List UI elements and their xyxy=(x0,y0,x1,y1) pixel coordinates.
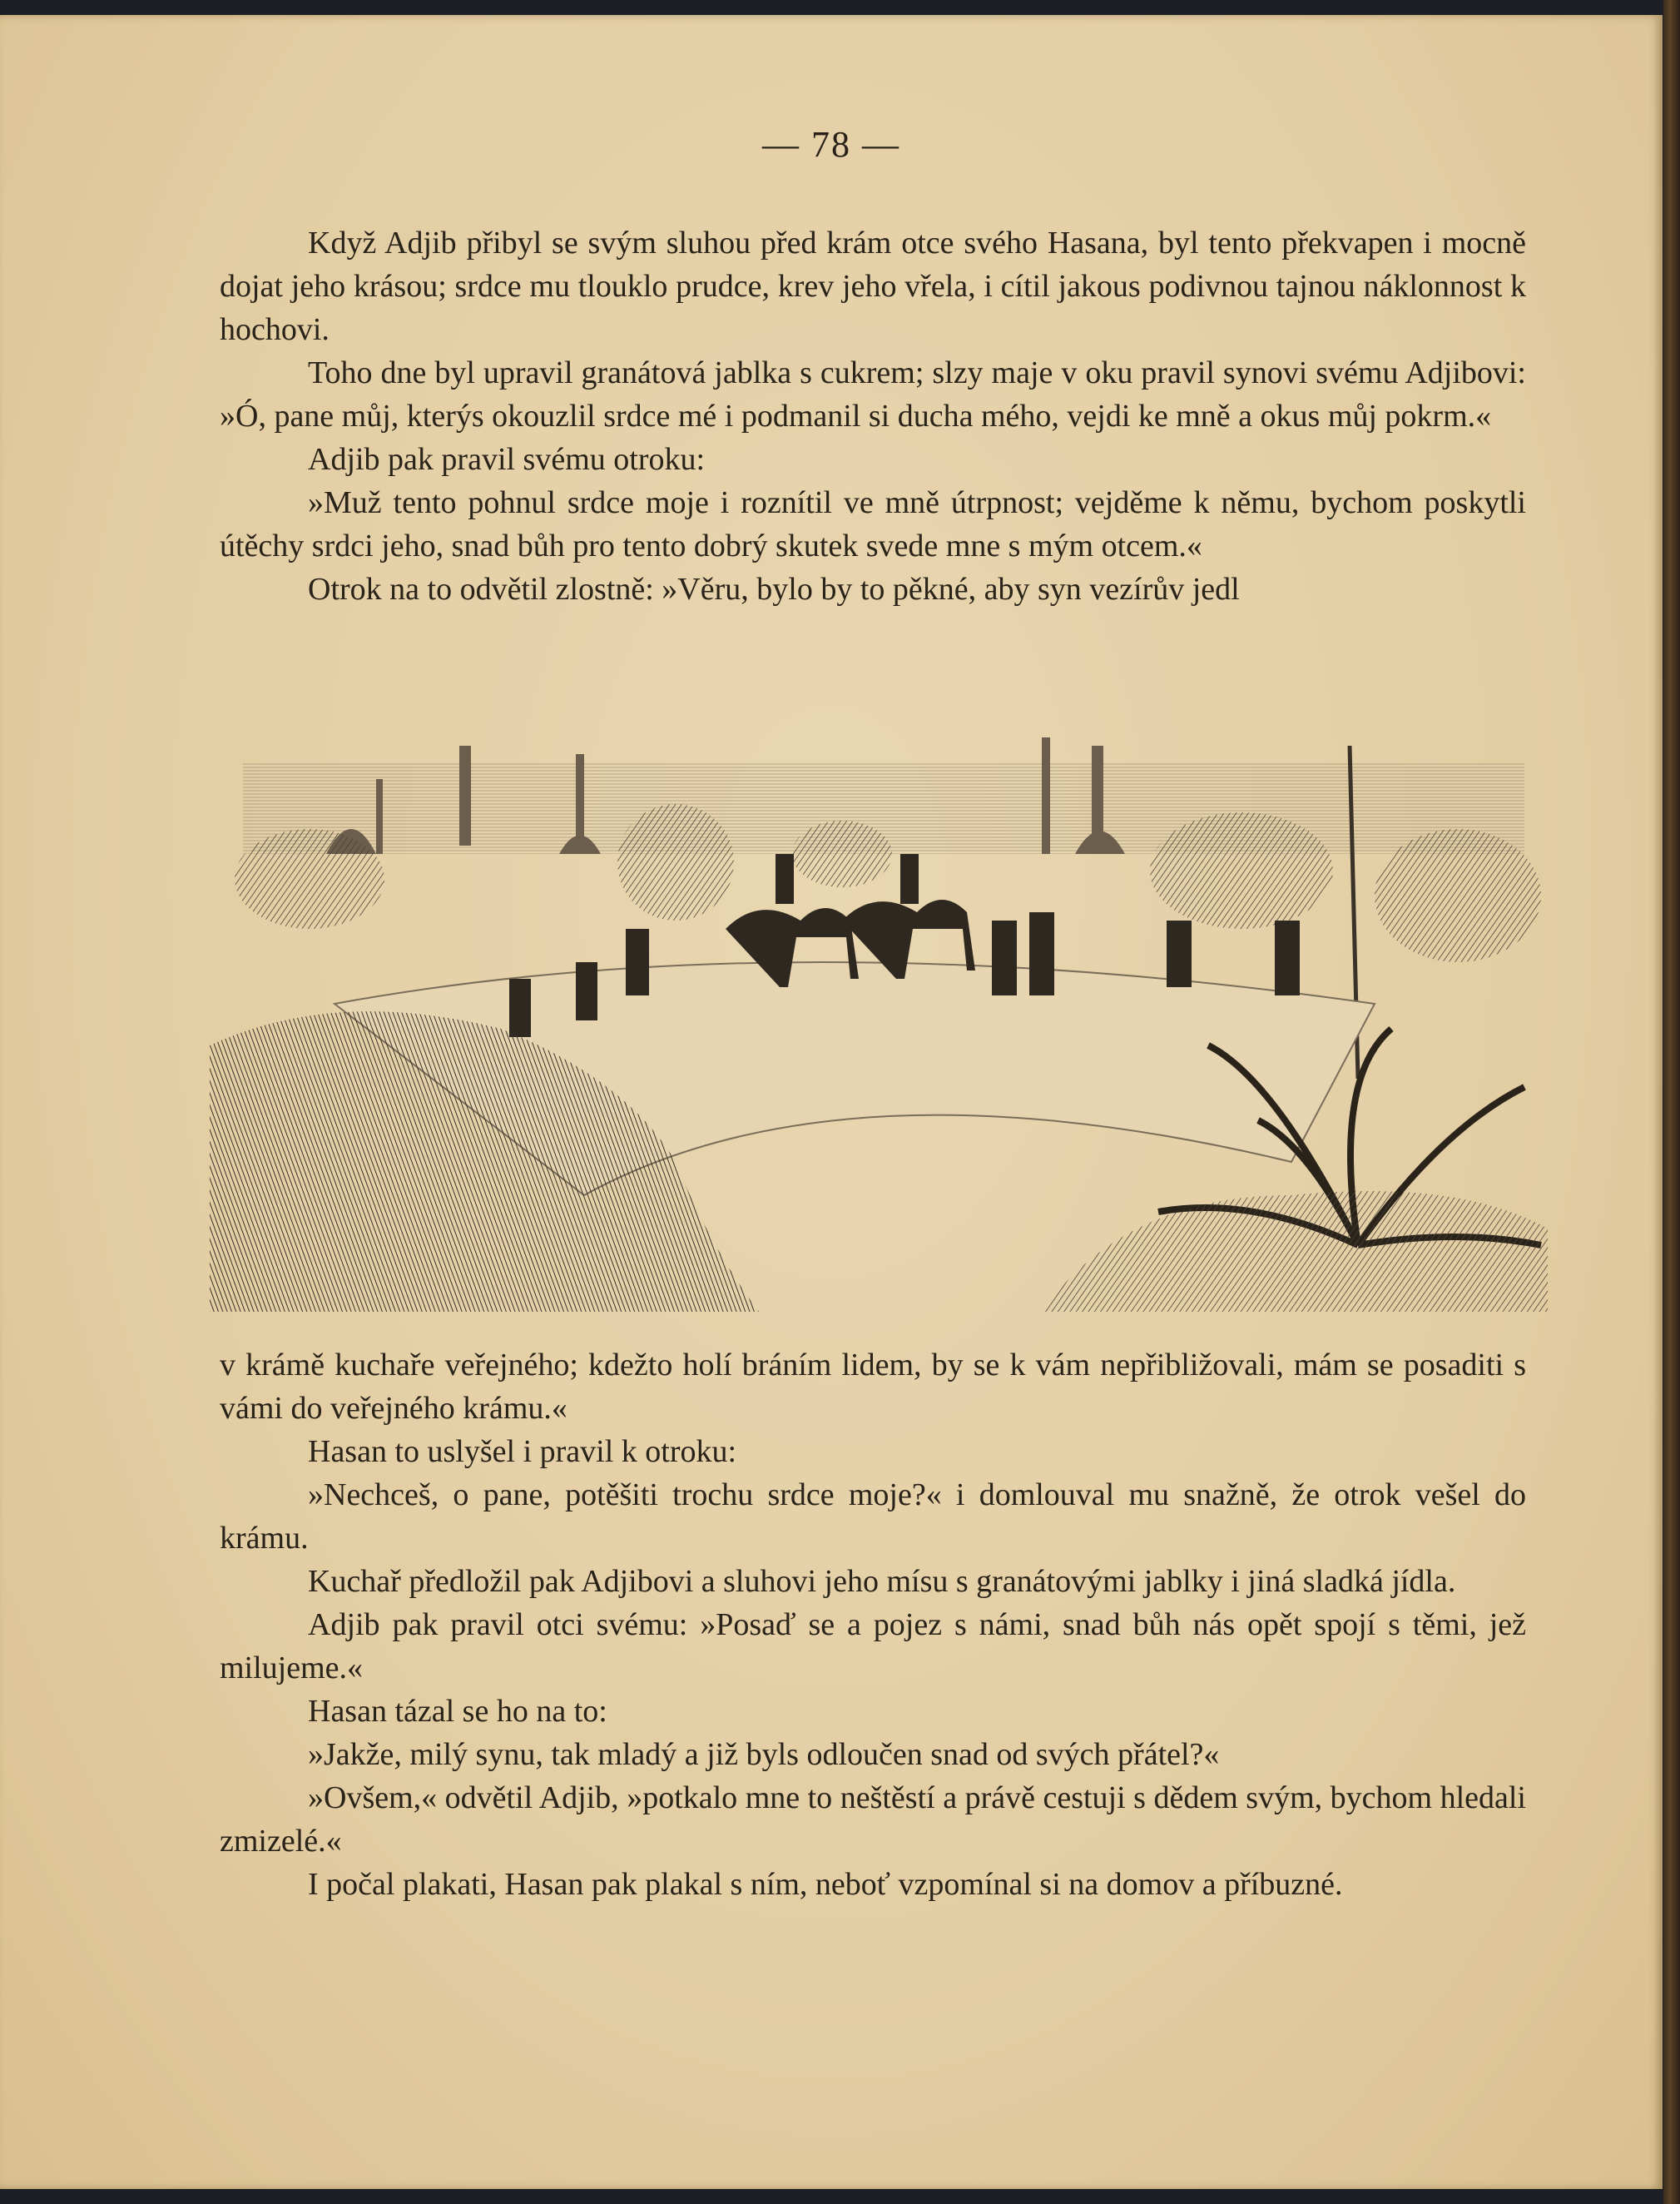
text-block-top xyxy=(220,221,1526,611)
book-page xyxy=(0,15,1663,2189)
paragraph: Otrok na to odvětil zlostně: »Věru, bylo by to pěkné, aby syn vezírův jedl xyxy=(308,572,1240,607)
page-number: — 78 — xyxy=(762,124,900,165)
paragraph: »Ovšem,« odvětil Adjib, »potkalo mne to neštěstí a právě cestuji s dědem svým, bychom hledali zmizelé.« xyxy=(220,1780,1526,1859)
paragraph: Hasan to uslyšel i pravil k otroku: xyxy=(308,1434,737,1469)
paragraph: v krámě kuchaře veřejného; kdežto holí bráním lidem, by se k vám nepřibližovali, mám se posaditi s vámi do veřejného krámu.« xyxy=(220,1348,1526,1426)
paragraph: Toho dne byl upravil granátová jablka s cukrem; slzy maje v oku pravil synovi svému Adjibovi: »Ó, pane můj, kterýs okouzlil srdce mé i podmanil si ducha mého, vejdi ke mně a okus můj pokrm.« xyxy=(220,355,1526,434)
book-spine-edge xyxy=(1663,0,1680,2204)
engraving-drawing xyxy=(210,729,1548,1312)
text-block-bottom xyxy=(220,1343,1526,1906)
paragraph: »Muž tento pohnul srdce moje i roznítil ve mně útrpnost; vejděme k němu, bychom poskytli útěchy srdci jeho, snad bůh pro tento dobrý skutek svede mne s mým otcem.« xyxy=(220,485,1526,563)
paragraph: Když Adjib přibyl se svým sluhou před krám otce svého Hasana, byl tento překvapen i mocně dojat jeho krásou; srdce mu tlouklo prudce, krev jeho vřela, i cítil jakous podivnou tajnou náklonnost k hochovi. xyxy=(220,226,1526,347)
foreground-right-ground xyxy=(1042,1191,1548,1312)
paragraph: I počal plakati, Hasan pak plakal s ním, neboť vzpomínal si na domov a příbuzné. xyxy=(308,1867,1343,1902)
paragraph: Adjib pak pravil svému otroku: xyxy=(308,442,706,477)
paragraph: Adjib pak pravil otci svému: »Posaď se a pojez s námi, snad bůh nás opět spojí s těmi, jež milujeme.« xyxy=(220,1607,1526,1685)
paragraph: »Jakže, milý synu, tak mladý a již byls odloučen snad od svých přátel?« xyxy=(308,1737,1220,1772)
paragraph: »Nechceš, o pane, potěšiti trochu srdce moje?« i domlouval mu snažně, že otrok vešel do krámu. xyxy=(220,1477,1526,1556)
paragraph: Kuchař předložil pak Adjibovi a sluhovi jeho mísu s granátovými jablky i jiná sladká jídla. xyxy=(308,1564,1456,1599)
paragraph: Hasan tázal se ho na to: xyxy=(308,1694,607,1729)
caravan-engraving xyxy=(210,729,1548,1312)
